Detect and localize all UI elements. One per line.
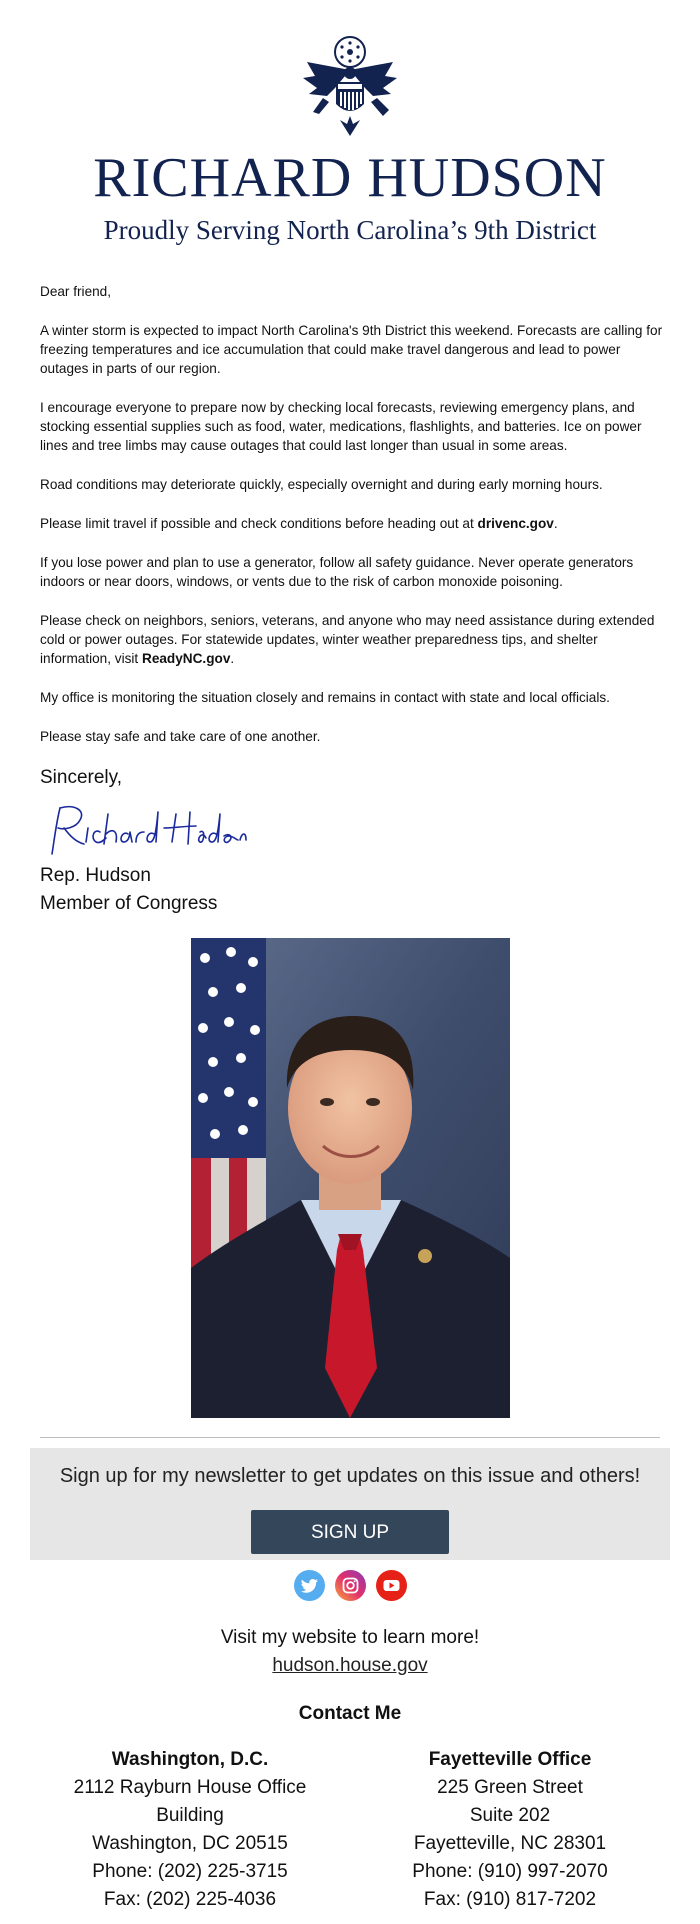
website-prompt: Visit my website to learn more! xyxy=(220,1627,480,1648)
office-address-line-2: Building xyxy=(156,1805,224,1826)
district-tagline: Proudly Serving North Carolina’s 9th District xyxy=(103,215,597,245)
newsletter-signup xyxy=(30,1448,670,1560)
letter-paragraph-2: I encourage everyone to prepare now by checking local forecasts, reviewing emergency plans, and stocking essential supplies such as food, water, medications, flashlights, and batteries. Ice on power lines and tree limbs may cause outages that could last longer than usual in some areas. xyxy=(40,400,642,453)
office-name: Fayetteville Office xyxy=(428,1749,592,1770)
signer-title: Member of Congress xyxy=(40,893,218,914)
letter-closing: Sincerely, xyxy=(40,767,123,788)
paragraph-4-text: Please limit travel if possible and check conditions before heading out at xyxy=(40,516,478,531)
instagram-icon[interactable] xyxy=(335,1570,366,1601)
handwritten-signature xyxy=(40,798,250,860)
letter-paragraph-6 xyxy=(40,611,665,668)
letter-paragraph-7: My office is monitoring the situation closely and remains in contact with state and local officials. xyxy=(40,690,610,705)
youtube-icon[interactable] xyxy=(376,1570,407,1601)
office-phone: Phone: (910) 997-2070 xyxy=(412,1861,608,1882)
letter-paragraph-3: Road conditions may deteriorate quickly, especially overnight and during early morning hours. xyxy=(40,477,603,492)
office-fayetteville xyxy=(360,1746,660,1914)
twitter-icon[interactable] xyxy=(294,1570,325,1601)
office-washington xyxy=(40,1746,340,1914)
letter-paragraph-5: If you lose power and plan to use a generator, follow all safety guidance. Never operate generators indoors or near doors, windows, or vents due to the risk of carbon monoxide poisoning. xyxy=(40,555,634,589)
paragraph-6-end: . xyxy=(230,651,235,666)
section-divider xyxy=(40,1437,660,1438)
website-link[interactable]: hudson.house.gov xyxy=(272,1655,428,1676)
office-phone: Phone: (202) 225-3715 xyxy=(92,1861,288,1882)
readync-link[interactable]: ReadyNC.gov xyxy=(142,651,231,666)
contact-heading: Contact Me xyxy=(298,1703,402,1724)
representative-portrait xyxy=(191,938,510,1418)
drivenc-link[interactable]: drivenc.gov xyxy=(477,516,554,531)
signup-prompt: Sign up for my newsletter to get updates on this issue and others! xyxy=(59,1465,641,1487)
office-name: Washington, D.C. xyxy=(111,1749,269,1770)
masthead xyxy=(0,0,700,246)
office-address-line-1: 2112 Rayburn House Office xyxy=(73,1777,307,1798)
office-fax: Fax: (910) 817-7202 xyxy=(423,1889,597,1910)
letter-body xyxy=(40,282,665,766)
letter-paragraph-8: Please stay safe and take care of one another. xyxy=(40,729,321,744)
office-address-line-2: Suite 202 xyxy=(469,1805,551,1826)
sign-up-button[interactable]: SIGN UP xyxy=(251,1510,449,1554)
letter-greeting: Dear friend, xyxy=(40,284,112,299)
website-section xyxy=(0,1624,700,1680)
letter-paragraph-4 xyxy=(40,514,665,533)
paragraph-6-text: Please check on neighbors, seniors, veterans, and anyone who may need assistance during extended cold or power outages. For statewide updates, winter weather preparedness tips, and shelter information, visit xyxy=(40,613,655,666)
office-address-line-3: Fayetteville, NC 28301 xyxy=(413,1833,607,1854)
office-address-line-1: 225 Green Street xyxy=(437,1777,583,1798)
signer-block xyxy=(40,862,217,918)
office-address-line-3: Washington, DC 20515 xyxy=(92,1833,288,1854)
representative-name: RICHARD HUDSON xyxy=(93,147,607,209)
signer-name: Rep. Hudson xyxy=(40,865,151,886)
office-fax: Fax: (202) 225-4036 xyxy=(103,1889,277,1910)
letter-paragraph-1: A winter storm is expected to impact North Carolina's 9th District this weekend. Forecasts are calling for freezing temperatures and ice accumulation that could make travel dangerous and lead to power outages in parts of our region. xyxy=(40,323,663,376)
eagle-seal-icon xyxy=(295,32,405,142)
paragraph-4-end: . xyxy=(553,516,558,531)
social-links xyxy=(0,1570,700,1604)
